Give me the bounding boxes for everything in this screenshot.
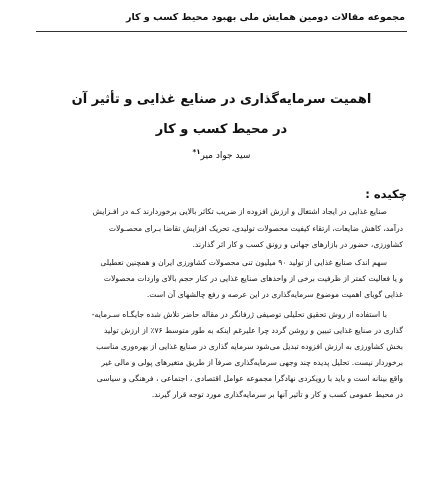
abstract-line: واقع بینانه است و باید با رویکردی نهادگرا مجموعه عوامل اقتصادی ، اجتماعی ، فرهنگی و سیاسی [96, 374, 403, 383]
article-title: اهمیت سرمایه‌گذاری در صنایع غذایی و تأثیر آن [71, 92, 372, 107]
abstract-heading: چکیده : [365, 187, 407, 201]
abstract-line: و یا فعالیت کمتر از ظرفیت برخی از واحدهای صنایع غذایی در کنار حجم بالای واردات محصولات [103, 274, 403, 283]
author-line [0, 148, 443, 161]
header-divider [36, 31, 407, 32]
author-footnote-mark: ۱* [192, 148, 201, 156]
abstract-line: برخوردار نیست. تحلیل پدیده چند وجهی سرمایه‌گذاری صرفاً از طریق متغیرهای پولی و مالی غیر [101, 358, 403, 367]
abstract-line: در محیط عمومی کسب و کار و تأثیر آنها بر سرمایه‌گذاری مورد توجه قرار گیرند. [151, 390, 403, 399]
author-name: سید جواد میر [200, 151, 251, 161]
abstract-line: کشاورزی، حضور در بازارهای جهانی و رونق کسب و کار اثر گذارند. [192, 240, 403, 249]
abstract-line: گذاری در صنایع غذایی تبیین و روشن گردد چرا علیرغم اینکه به طور متوسط ۷۶٪ از ارزش تولید [104, 326, 403, 335]
article-subtitle: در محیط کسب و کار [155, 122, 288, 137]
abstract-line: غذایی گویای اهمیت موضوع سرمایه‌گذاری در این عرصه و رفع چالشهای آن است. [146, 290, 403, 299]
abstract-line: سهم اندک صنایع غذایی از تولید ۹۰ میلیون تنی محصولات کشاورزی ایران و همچنین تعطیلی [100, 258, 387, 267]
abstract-line: درآمد، کاهش ضایعات، ارتقاء کیفیت محصولات تولیدی، تحریک افزایش تقاضا بـرای محصـولات [108, 224, 403, 233]
abstract-line: صنایع غذایی در ایجاد اشتغال و ارزش افزوده از ضریب تکاثر بالایی برخوردارند کـه در افـزایش [92, 207, 387, 216]
running-header: مجموعه مقالات دومین همایش ملی بهبود محیط کسب و کار [126, 12, 405, 23]
abstract-line: با استفاده از روش تحقیق تحلیلی توصیفی ژرفانگر در مقاله حاضر تلاش شده جایگـاه سـرمایه- [91, 310, 387, 319]
abstract-line: بخش کشاورزی به ارزش افزوده تبدیل می‌شود سرمایه گذاری در صنایع غذایی از بهره‌وری مناسب [96, 342, 403, 351]
